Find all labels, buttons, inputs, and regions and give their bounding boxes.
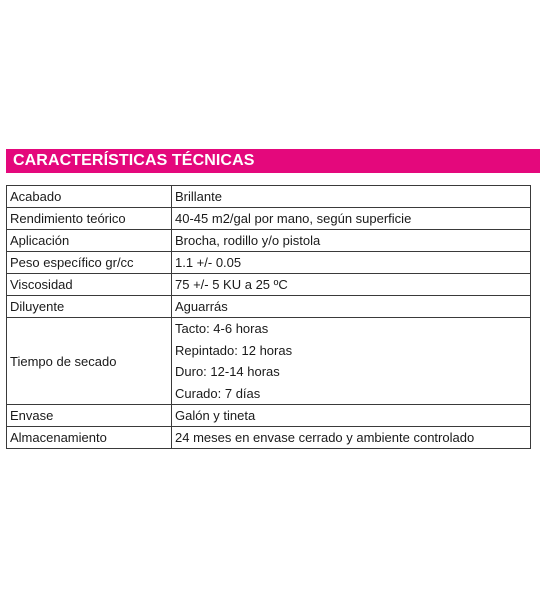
drying-time-hard: Duro: 12-14 horas [175,364,280,379]
table-row [7,405,531,427]
drying-time-recoat: Repintado: 12 horas [175,342,293,358]
table-row [7,252,531,274]
spec-label: Acabado [7,186,172,208]
spec-value: Brillante [172,186,531,208]
spec-label: Almacenamiento [7,427,172,449]
spec-label: Viscosidad [7,274,172,296]
spec-label: Peso específico gr/cc [7,252,172,274]
table-row [7,274,531,296]
spec-label: Tiempo de secado [7,318,172,405]
spec-label: Envase [7,405,172,427]
drying-time-touch: Tacto: 4-6 horas [175,321,269,336]
table-row [7,208,531,230]
table-row [7,186,531,208]
table-row [7,230,531,252]
table-row [7,427,531,449]
spec-value: Aguarrás [172,296,531,318]
spec-value: Brocha, rodillo y/o pistola [172,230,531,252]
spec-value-list [172,318,531,405]
spec-value: 75 +/- 5 KU a 25 ºC [172,274,531,296]
section-header-bar [6,149,540,173]
spec-value: 24 meses en envase cerrado y ambiente controlado [172,427,531,449]
spec-label: Aplicación [7,230,172,252]
spec-value: Galón y tineta [172,405,531,427]
table-row [7,318,531,405]
spec-label: Diluyente [7,296,172,318]
section-title: CARACTERÍSTICAS TÉCNICAS [13,152,255,169]
spec-value: 1.1 +/- 0.05 [172,252,531,274]
table-row [7,296,531,318]
technical-specs-table [6,185,531,449]
spec-value: 40-45 m2/gal por mano, según superficie [172,208,531,230]
spec-label: Rendimiento teórico [7,208,172,230]
drying-time-cure: Curado: 7 días [175,385,261,401]
